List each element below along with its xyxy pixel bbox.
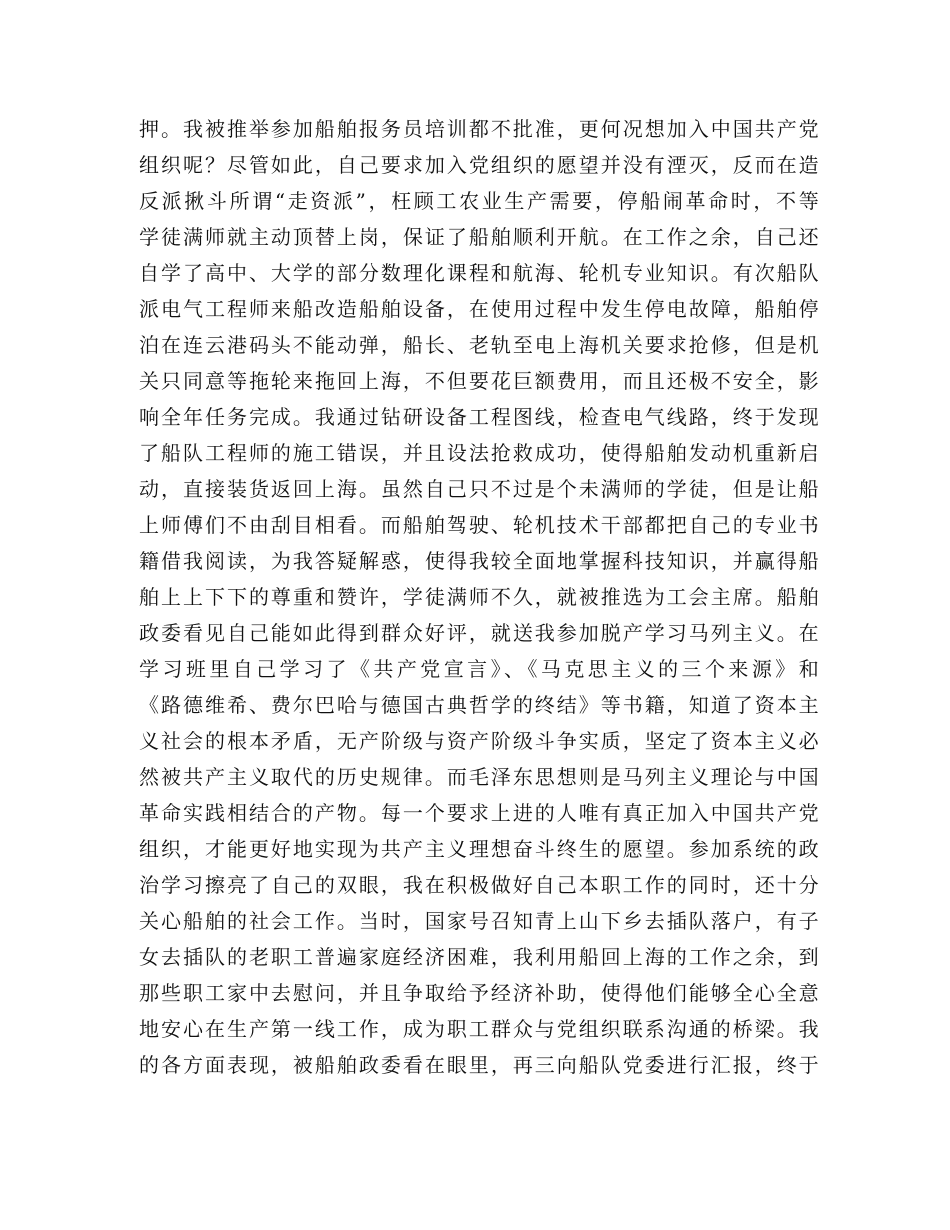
text-line: 然被共产主义取代的历史规律。而毛泽东思想则是马列主义理论与中国 bbox=[139, 765, 819, 789]
text-line: 地安心在生产第一线工作，成为职工群众与党组织联系沟通的桥梁。我 bbox=[139, 1017, 819, 1041]
text-line: 《路德维希、费尔巴哈与德国古典哲学的终结》等书籍，知道了资本主 bbox=[139, 693, 819, 717]
text-line: 动，直接装货返回上海。虽然自己只不过是个未满师的学徒，但是让船 bbox=[139, 477, 819, 501]
text-line: 学习班里自己学习了《共产党宣言》、《马克思主义的三个来源》和 bbox=[139, 657, 819, 681]
text-line: 关只同意等拖轮来拖回上海，不但要花巨额费用，而且还极不安全，影 bbox=[139, 369, 819, 393]
text-line: 籍借我阅读，为我答疑解惑，使得我较全面地掌握科技知识，并赢得船 bbox=[139, 549, 819, 573]
text-line: 关心船舶的社会工作。当时，国家号召知青上山下乡去插队落户，有子 bbox=[139, 909, 819, 933]
text-line: 治学习擦亮了自己的双眼，我在积极做好自己本职工作的同时，还十分 bbox=[139, 873, 819, 897]
body-text bbox=[139, 111, 819, 1083]
text-line: 的各方面表现，被船舶政委看在眼里，再三向船队党委进行汇报，终于 bbox=[139, 1053, 819, 1077]
text-line: 女去插队的老职工普遍家庭经济困难，我利用船回上海的工作之余，到 bbox=[139, 945, 819, 969]
text-line: 上师傅们不由刮目相看。而船舶驾驶、轮机技术干部都把自己的专业书 bbox=[139, 513, 819, 537]
text-line: 派电气工程师来船改造船舶设备，在使用过程中发生停电故障，船舶停 bbox=[139, 297, 819, 321]
text-line: 了船队工程师的施工错误，并且设法抢救成功，使得船舶发动机重新启 bbox=[139, 441, 819, 465]
text-line: 学徒满师就主动顶替上岗，保证了船舶顺利开航。在工作之余，自己还 bbox=[139, 225, 819, 249]
text-line: 那些职工家中去慰问，并且争取给予经济补助，使得他们能够全心全意 bbox=[139, 981, 819, 1005]
text-line: 组织呢？尽管如此，自己要求加入党组织的愿望并没有湮灭，反而在造 bbox=[139, 153, 819, 177]
text-line: 政委看见自己能如此得到群众好评，就送我参加脱产学习马列主义。在 bbox=[139, 621, 819, 645]
text-line: 泊在连云港码头不能动弹，船长、老轨至电上海机关要求抢修，但是机 bbox=[139, 333, 819, 357]
text-line: 反派揪斗所谓“走资派”，枉顾工农业生产需要，停船闹革命时，不等 bbox=[139, 189, 819, 213]
text-line: 舶上上下下的尊重和赞许，学徒满师不久，就被推选为工会主席。船舶 bbox=[139, 585, 819, 609]
text-line: 革命实践相结合的产物。每一个要求上进的人唯有真正加入中国共产党 bbox=[139, 801, 819, 825]
text-line: 押。我被推举参加船舶报务员培训都不批准，更何况想加入中国共产党 bbox=[139, 117, 819, 141]
text-line: 自学了高中、大学的部分数理化课程和航海、轮机专业知识。有次船队 bbox=[139, 261, 819, 285]
text-line: 义社会的根本矛盾，无产阶级与资产阶级斗争实质，坚定了资本主义必 bbox=[139, 729, 819, 753]
text-line: 响全年任务完成。我通过钻研设备工程图线，检查电气线路，终于发现 bbox=[139, 405, 819, 429]
text-line: 组织，才能更好地实现为共产主义理想奋斗终生的愿望。参加系统的政 bbox=[139, 837, 819, 861]
